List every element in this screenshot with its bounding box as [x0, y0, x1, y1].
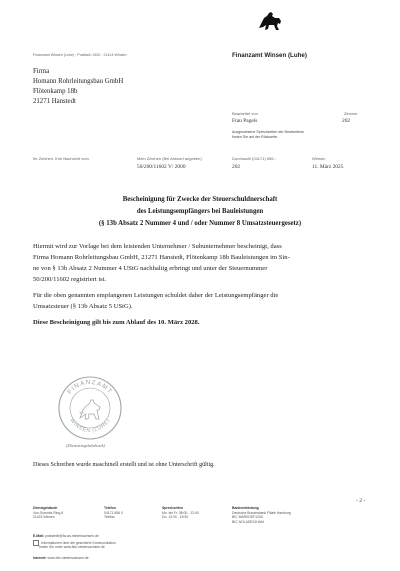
- phone-extension: 202: [232, 164, 241, 170]
- body-p1-line-2: Firma Homann Rohrleitungsbau GmbH, 21271 Hanstedt, Flötenkamp 18b Bauleistungen im Sin-: [33, 254, 290, 261]
- footer-building-city: 21423 Winsen: [33, 515, 55, 520]
- footer-info-line-2-wrap: [39, 545, 105, 550]
- footer-bank-bic-2: BIC NOLADE21HAM: [232, 519, 264, 524]
- clerk-label: Bearbeitet von: [232, 111, 258, 116]
- niedersachsen-horse-logo: [256, 10, 284, 32]
- room-number: 202: [342, 118, 351, 124]
- clerk-name: Frau Pagels: [232, 118, 258, 124]
- letter-date: 11. März 2025: [312, 164, 344, 170]
- seal-top-text: FINANZAMT: [66, 378, 114, 396]
- footer-building-heading: Dienstgebäude: [33, 506, 58, 510]
- footer-fax-label: Telefax: [104, 515, 115, 520]
- title-line-1: Bescheinigung für Zwecke der Steuerschuldnerschaft: [122, 196, 278, 203]
- office-name: Finanzamt Winsen (Luhe): [232, 52, 307, 59]
- recipient-city: 21271 Hanstedt: [33, 98, 76, 105]
- svg-text:WINSEN (LUHE): [68, 418, 111, 434]
- footer-web-link[interactable]: www.lstn.niedersachsen.de: [47, 556, 89, 560]
- footer-hours-line-2: Do. 13:30 - 15:30: [162, 515, 189, 520]
- footer-info-line-1: Informationen über die gesicherte Kommunikation: [41, 540, 116, 545]
- footer-email-label: E-Mail:: [33, 534, 45, 538]
- footer-hours-line-1: Mo. bis Fr. 08:00 - 12:00: [162, 510, 199, 515]
- seal-bottom-text: WINSEN (LUHE): [68, 417, 112, 435]
- your-reference-label: Ihr Zeichen, Ihre Nachricht vom: [33, 156, 89, 161]
- footer-bank-column: [232, 506, 291, 524]
- place-label: Winsen: [312, 156, 326, 161]
- footer-phone-heading: Telefon: [104, 506, 116, 510]
- my-reference-label: Mein Zeichen (Bei Antwort angeben): [137, 156, 202, 161]
- official-seal-icon: [56, 374, 124, 442]
- footer-building-street: Von-Somnitz-Ring 6: [33, 510, 64, 515]
- tax-reference-number: 50/200/11602 V/ 2000: [137, 164, 186, 170]
- footer-info-line-2: finden Sie unter www.lstn.niedersachsen.de: [39, 545, 105, 549]
- validity-statement: Diese Bescheinigung gilt bis zum Ablauf des 10. März 2028.: [33, 319, 200, 326]
- body-p2-line-2: Umsatzsteuer (§ 13b Absatz 5 UStG).: [33, 303, 133, 310]
- sender-line: Finanzamt Winsen (Luhe) · Postfach 1520 · 21414 Winsen: [33, 53, 127, 57]
- machine-generated-note: Dieses Schreiben wurde maschinell erstellt und ist ohne Unterschrift gültig.: [33, 462, 215, 468]
- footer-email-line: [33, 534, 99, 539]
- footer-web-label: Internet:: [33, 556, 47, 560]
- office-hours-note-1: Ausgewiesene Sprechzeiten der Bearbeiterin: [232, 130, 304, 134]
- footer-bank-heading: Bankverbindung: [232, 506, 259, 510]
- footer-email-link[interactable]: poststelle@fa-ws.niedersachsen.de: [45, 534, 99, 538]
- title-line-2: des Leistungsempfängers bei Bauleistungen: [136, 208, 264, 215]
- body-p1-line-3: ne von § 13b Absatz 2 Nummer 4 UStG nachhaltig erbringt und unter der Steuernummer: [33, 265, 268, 272]
- recipient-street: Flötenkamp 18b: [33, 88, 78, 95]
- footer-phone-column: [104, 506, 123, 520]
- body-p2-line-1: Für die oben genannten empfangenen Leistungen schuldet daher der Leistungsempfänger die: [33, 292, 279, 299]
- recipient-line-1: Firma: [33, 68, 50, 75]
- seal-caption: (Dienstsiegelabdruck): [66, 443, 106, 448]
- body-p1-line-1: Hiermit wird zur Vorlage bei dem leistenden Unternehmer / Subunternehmer bescheinigt, dass: [33, 243, 282, 250]
- title-line-3: (§ 13b Absatz 2 Nummer 4 und / oder Nummer 8 Umsatzsteuergesetz): [98, 220, 302, 227]
- footer-bank-name: Deutsche Bundesbank Filiale Hamburg: [232, 510, 291, 515]
- recipient-name: Homann Rohrleitungsbau GmbH: [33, 78, 124, 85]
- seal-number: 10: [79, 410, 84, 415]
- footer-web-line: [33, 556, 89, 561]
- footer-phone-number: 04171 656 0: [104, 510, 123, 515]
- room-label: Zimmer: [344, 111, 358, 116]
- phone-extension-label: Durchwahl (04171) 656 -: [232, 156, 277, 161]
- footer-hours-heading: Sprechzeiten: [162, 506, 184, 510]
- body-p1-line-4: 50/200/11602 registriert ist.: [33, 276, 107, 283]
- page-number: - 2 -: [356, 498, 366, 504]
- office-hours-note-2: finden Sie auf der Rückseite.: [232, 135, 278, 139]
- footer-bank-bic-1: BIC MARKDEF1200: [232, 515, 263, 520]
- footer-building-column: [33, 506, 63, 520]
- footer-hours-column: [162, 506, 199, 520]
